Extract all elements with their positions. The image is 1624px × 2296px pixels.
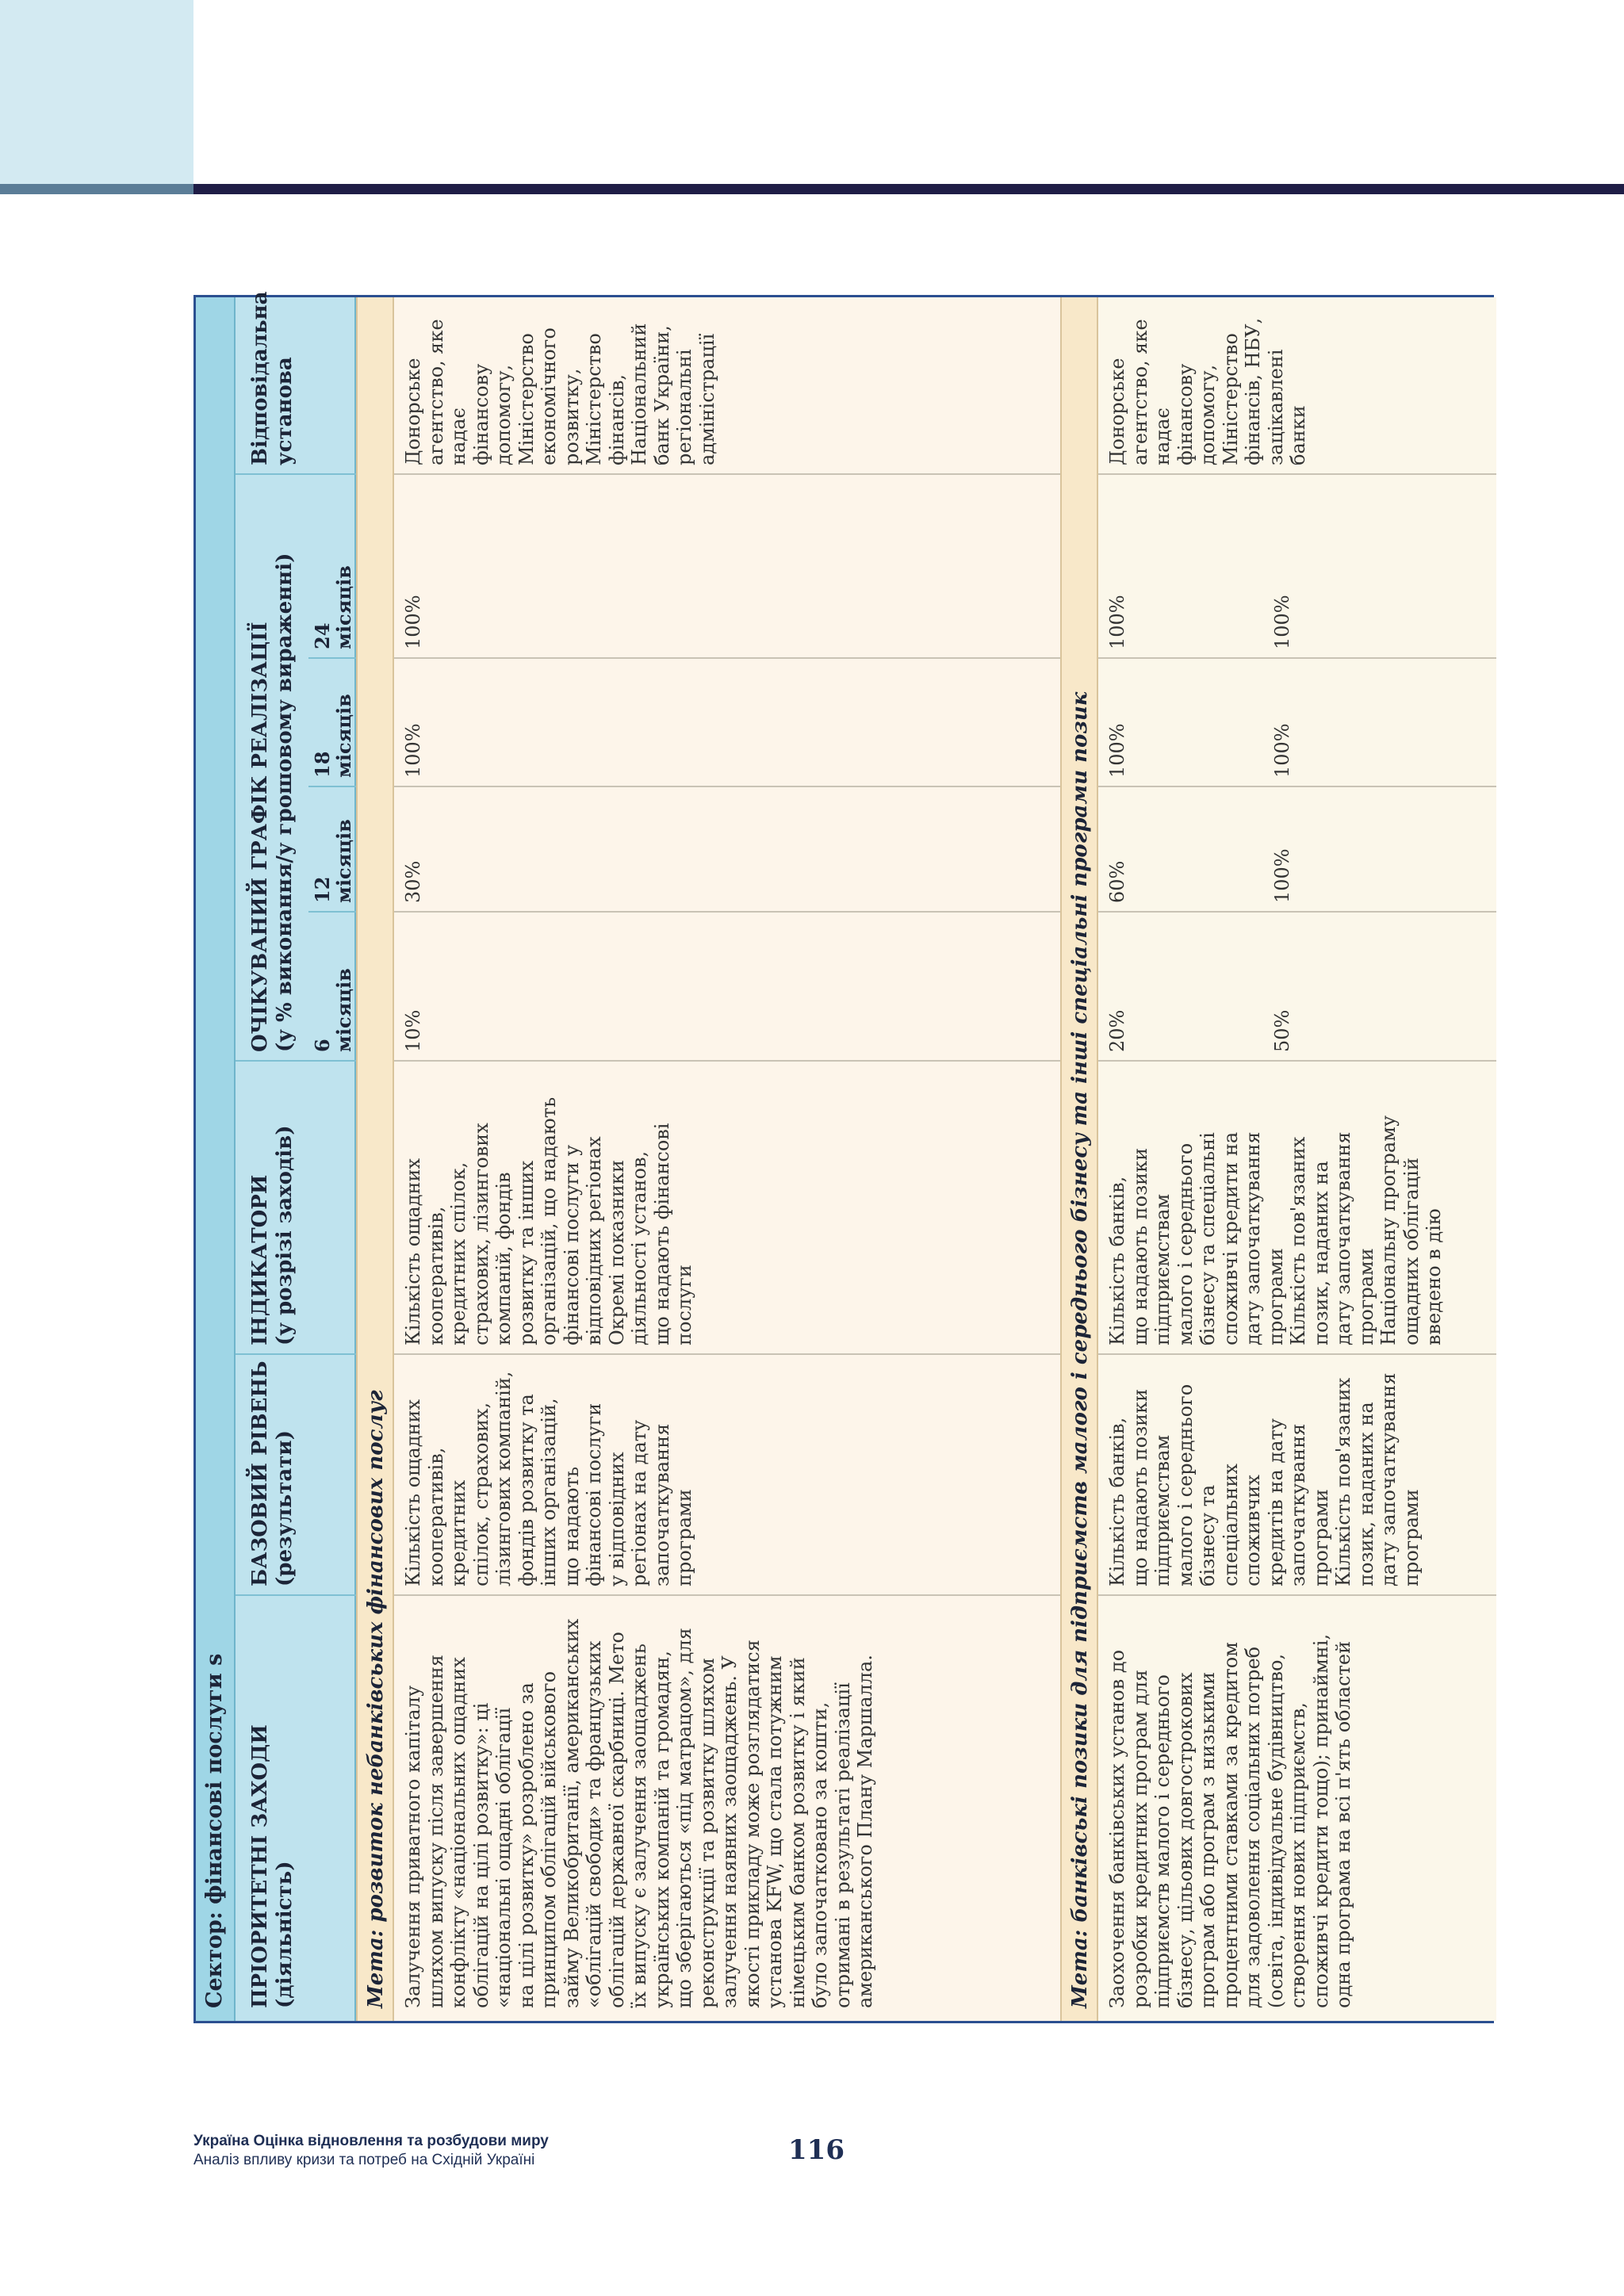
row2-6-months-b: 50% [1271,1009,1293,1052]
column-divider [1098,1060,1496,1062]
column-divider [1098,473,1496,475]
header-baseline: БАЗОВИЙ РІВЕНЬ (результати) [248,1360,297,1586]
row2-priority: Заохочення банківських установ до розробки кредитних програм для підприємств малого і середнього бізнесу, цільових довгострокових програм або програм з низькими процентними ставками за кредитом для задоволення соціальних потреб (освіта, індивідуальне будівництво, створення нових підприємств, споживчі кредити тощо); принаймні, одна програма на всі п'ять областей [1106,1633,1354,2008]
row2-baseline: Кількість банків, що надають позики підприємствам малого і середнього бізнесу та спеціальних споживчих кредитів на дату започаткування програми Кількість пов'язаних позик, наданих на дату започаткування програми [1106,1372,1423,1586]
page-number: 116 [788,2134,845,2166]
column-divider [394,1594,1060,1596]
header-subrow [308,297,356,2021]
column-divider [394,657,1060,659]
goal-1-title: Мета: розвиток небанківських фінансових послуг [364,1390,388,2008]
row2-12-months-b: 100% [1271,848,1293,903]
sector-row [196,297,236,2021]
header-rule [193,184,1624,194]
goal-row-2 [1060,297,1098,2021]
rotated-table-wrapper [193,291,1494,2023]
row1-priority: Залучення приватного капіталу шляхом випуску після завершення конфлікту «національних ощадних облігацій на цілі розвитку»: ці «національні ощадні облігації на цілі розвитку» розроблено за принципом облігацій військового займу Великобританії, американських «облігацій свободи» та французьких облігацій державної скарбниці. Мето їх випуску є залучення заощаджень українських компаній та громадян, що зберігаються «під матрацом», для реконструкції та розвитку шляхом залучення наявних заощаджень. У якості прикладу може розглядатися установа KFW, що стала потужним німецьким банком розвитку і який було започатковано за кошти, отримані в результаті реалізації американського Плану Маршалла. [402,1618,876,2008]
row1-responsible: Донорське агентство, яке надає фінансову допомогу, Міністерство економічного розвитку, Міністерство фінансів, Національний банк України, регіональні адміністрації [402,319,718,465]
column-divider [1098,1594,1496,1596]
column-divider [394,1060,1060,1062]
header-12-months: 12 місяців [311,819,355,903]
action-plan-table [193,291,1494,2023]
footer-report-title: Україна Оцінка відновлення та розбудови миру [193,2133,549,2149]
column-divider [394,473,1060,475]
table-row [1098,297,1496,2021]
goal-row-1 [356,297,394,2021]
column-divider [308,657,356,659]
header-priority: ПРІОРИТЕТНІ ЗАХОДИ (діяльність) [248,1724,297,2008]
header-responsible: Відповідальна установа [248,291,297,465]
column-divider [236,1594,356,1596]
row2-responsible: Донорське агентство, яке надає фінансову допомогу, Міністерство фінансів, НБУ, зацікавлені банки [1106,317,1309,465]
column-divider [1098,657,1496,659]
column-divider [308,911,356,913]
row2-18-months-b: 100% [1271,723,1293,778]
header-rule-accent [0,184,193,194]
column-divider [394,1353,1060,1355]
row1-baseline: Кількість ощадних кооперативів, кредитних спілок, страхових, лізингових компаній, фондів розвитку та інших організацій, що надають фінансові послуги у відповідних регіонах на дату започаткування програми [402,1371,695,1586]
header-18-months: 18 місяців [311,694,355,778]
row2-24-months-b: 100% [1271,595,1293,649]
row1-18-months: 100% [402,723,424,778]
column-divider [236,473,356,475]
row1-12-months: 30% [402,860,424,903]
column-divider [236,1353,356,1355]
row1-6-months: 10% [402,1009,424,1052]
column-divider [1098,786,1496,787]
header-color-block [0,0,193,184]
row2-18-months-a: 100% [1106,723,1128,778]
sector-title: Сектор: фінансові послуги s [202,1653,227,2008]
goal-2-title: Мета: банківські позики для підприємств малого і середнього бізнесу та інші спеціальні програми позик [1068,691,1092,2008]
column-divider [236,1060,356,1062]
row2-6-months-a: 20% [1106,1009,1128,1052]
row2-24-months-a: 100% [1106,595,1128,649]
header-6-months: 6 місяців [311,968,355,1052]
column-divider [1098,911,1496,913]
column-divider [1098,1353,1496,1355]
header-24-months: 24 місяців [311,565,355,649]
row1-24-months: 100% [402,595,424,649]
row2-indicators: Кількість банків, що надають позики підприємствам малого і середнього бізнесу та спеціальні споживчі кредити на дату започаткування програми Кількість пов'язаних позик, наданих на дату започаткування програми Національну програму ощадних облігацій введено в дію [1106,1115,1445,1345]
header-schedule: ОЧІКУВАНИЙ ГРАФІК РЕАЛІЗАЦІЇ (у % виконання/у грошовому вираженні) [248,553,297,1052]
table-row [394,297,1060,2021]
header-row [236,291,308,2021]
row1-indicators: Кількість ощадних кооперативів, кредитних спілок, страхових, лізингових компаній, фондів розвитку та інших організацій, що надають фінансові послуги у відповідних регіонах Окремі показники діяльності установ, що надають фінансові послуги [402,1096,695,1345]
column-divider [308,786,356,787]
row2-12-months-a: 60% [1106,860,1128,903]
column-divider [394,786,1060,787]
column-divider [394,911,1060,913]
header-indicators: ІНДИКАТОРИ (у розрізі заходів) [248,1125,297,1345]
footer-report-subtitle: Аналіз впливу кризи та потреб на Східній Україні [193,2152,535,2168]
